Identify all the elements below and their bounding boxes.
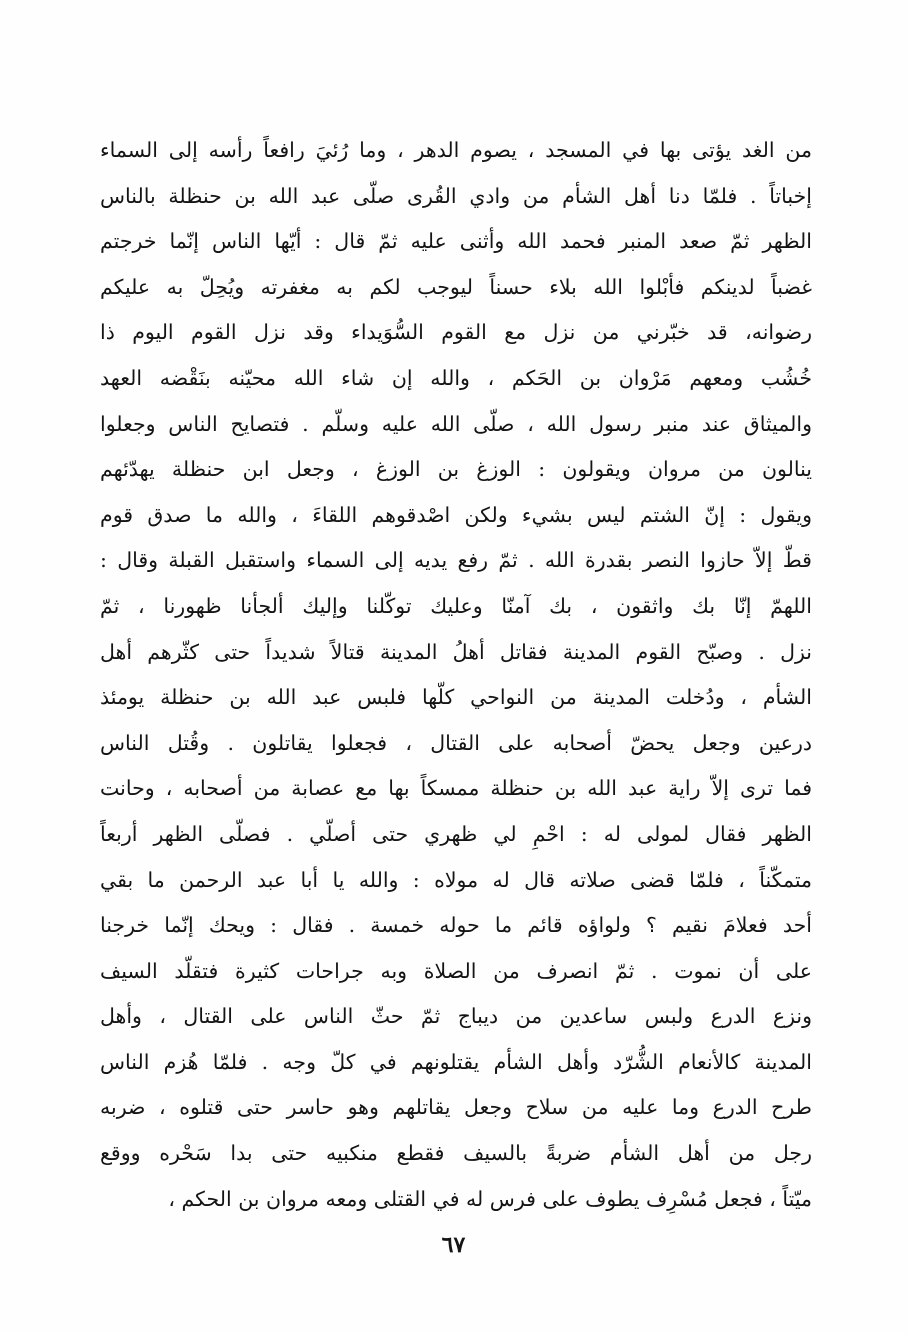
text-line: غضباً لدينكم فأبْلوا الله بلاء حسناً ليوجب لكم به مغفرته ويُحِلّ به عليكم xyxy=(100,274,812,299)
text-line: على أن نموت . ثمّ انصرف من الصلاة وبه جراحات كثيرة فتقلّد السيف xyxy=(100,958,812,983)
text-line: الشأم ، ودُخلت المدينة من النواحي كلّها فلبس عبد الله بن حنظلة يومئذ xyxy=(100,685,812,710)
text-line: فما ترى إلاّ راية عبد الله بن حنظلة ممسكاً بها مع عصابة من أصحابه ، وحانت xyxy=(100,776,812,801)
text-line: من الغد يؤتى بها في المسجد ، يصوم الدهر ، وما رُئيَ رافعاً رأسه إلى السماء xyxy=(100,138,812,162)
text-line: رجل من أهل الشأم ضربةً بالسيف فقطع منكبيه حتى بدا سَحْره ووقع xyxy=(100,1141,812,1166)
text-line: رضوانه، قد خبّرني من نزل مع القوم السُّوَيداء وقد نزل القوم اليوم ذا xyxy=(100,320,812,345)
text-line: ونزع الدرع ولبس ساعدين من ديباج ثمّ حثّ الناس على القتال ، وأهل xyxy=(100,1004,812,1029)
text-line: الظهر فقال لمولى له : احْمِ لي ظهري حتى أصلّي . فصلّى الظهر أربعاً xyxy=(100,821,812,846)
text-line: المدينة كالأنعام الشُّرّد وأهل الشأم يقتلونهم في كلّ وجه . فلمّا هُزم الناس xyxy=(100,1049,812,1074)
text-line: إخباتاً . فلمّا دنا أهل الشأم من وادي القُرى صلّى عبد الله بن حنظلة بالناس xyxy=(100,183,812,208)
body-text xyxy=(100,128,812,1222)
text-line: طرح الدرع وما عليه من سلاح وجعل يقاتلهم وهو حاسر حتى قتلوه ، ضربه xyxy=(100,1095,812,1120)
text-line: أحد فعلامَ نقيم ؟ ولواؤه قائم ما حوله خمسة . فقال : ويحك إنّما خرجنا xyxy=(100,913,812,938)
text-line: والميثاق عند منبر رسول الله ، صلّى الله عليه وسلّم . فتصايح الناس وجعلوا xyxy=(100,411,812,436)
text-line: الظهر ثمّ صعد المنبر فحمد الله وأثنى عليه ثمّ قال : أيّها الناس إنّما خرجتم xyxy=(100,229,812,254)
text-line: ويقول : إنّ الشتم ليس بشيء ولكن اصْدقوهم اللقاءَ ، والله ما صدق قوم xyxy=(100,502,812,527)
text-line: متمكّناً ، فلمّا قضى صلاته قال له مولاه : والله يا أبا عبد الرحمن ما بقي xyxy=(100,867,812,892)
text-line: ميّتاً ، فجعل مُسْرِف يطوف على فرس له في القتلى ومعه مروان بن الحكم ، xyxy=(168,1186,812,1211)
page-number: ٦٧ xyxy=(441,1232,466,1258)
text-line: خُشُب ومعهم مَرْوان بن الحَكم ، والله إن شاء الله محيّنه بنَقْضه العهد xyxy=(100,365,812,390)
text-line: ينالون من مروان ويقولون : الوزغ بن الوزغ ، وجعل ابن حنظلة يهدّئهم xyxy=(100,457,812,482)
text-line: اللهمّ إنّا بك واثقون ، بك آمنّا وعليك توكّلنا وإليك ألجأنا ظهورنا ، ثمّ xyxy=(100,593,812,618)
text-line: نزل . وصبّح القوم المدينة فقاتل أهلُ المدينة قتالاً شديداً حتى كثّرهم أهل xyxy=(100,639,812,664)
text-line: درعين وجعل يحضّ أصحابه على القتال ، فجعلوا يقاتلون . وقُتل الناس xyxy=(100,730,812,755)
text-line: قطّ إلاّ حازوا النصر بقدرة الله . ثمّ رفع يديه إلى السماء واستقبل القبلة وقال : xyxy=(100,548,812,573)
